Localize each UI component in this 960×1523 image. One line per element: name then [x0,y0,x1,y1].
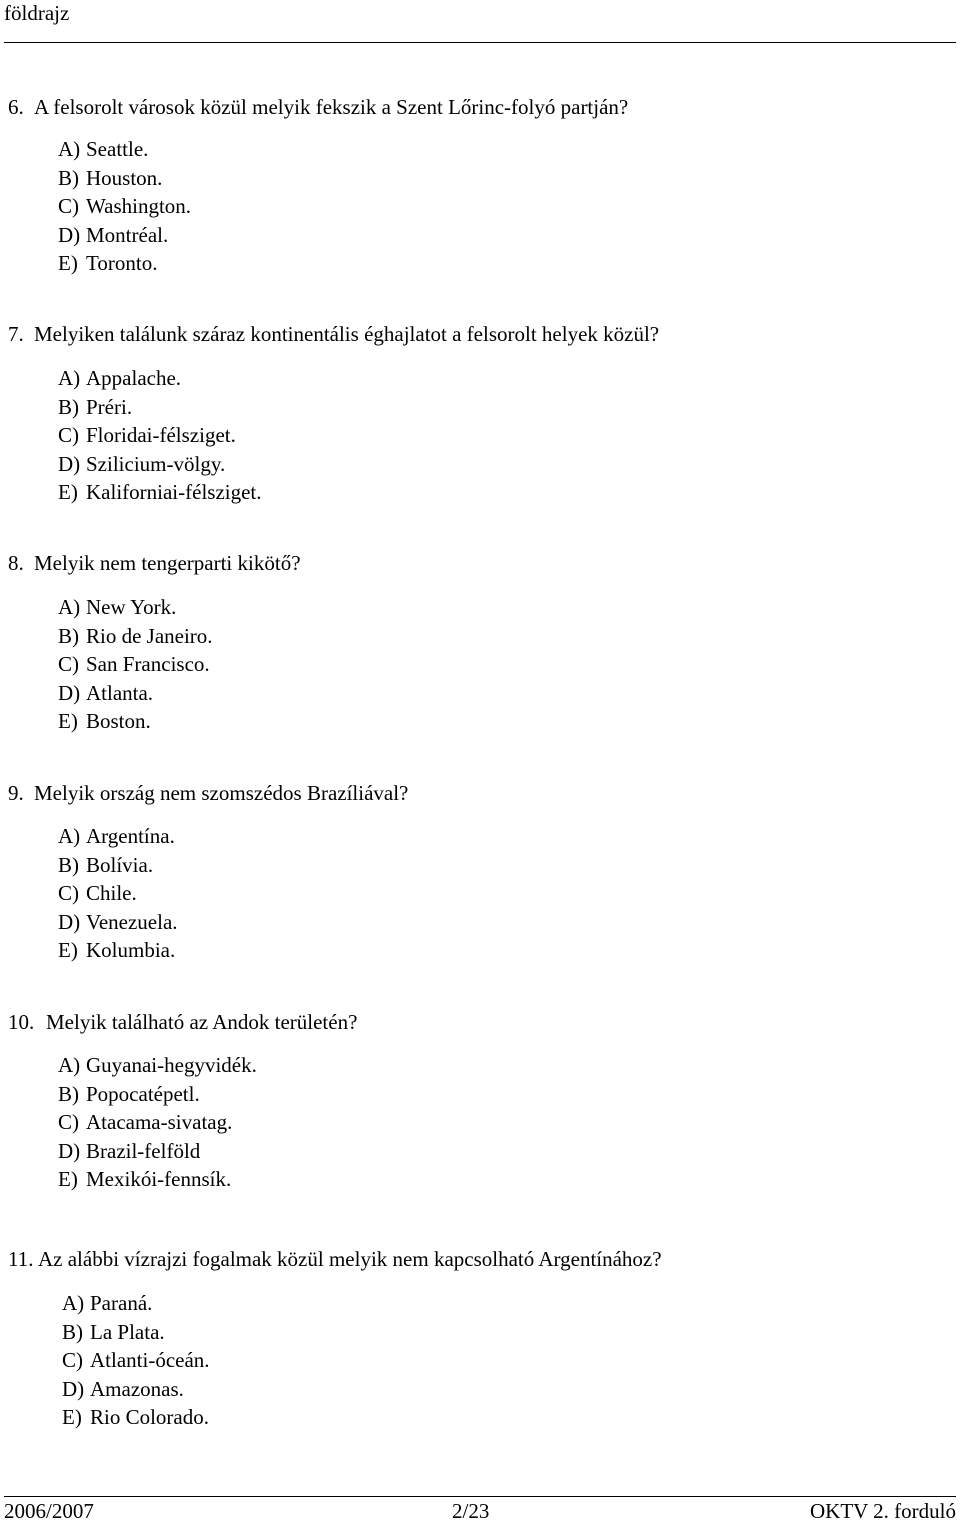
options-8 [58,593,213,736]
option-d: D) Szilicium-völgy. [58,451,226,476]
header-subject: földrajz [4,1,70,25]
option-c: C) Chile. [58,881,137,905]
options-10 [58,1051,257,1194]
option-e: E) Kaliforniai-félsziget. [58,480,262,504]
options-11 [62,1289,210,1432]
option-a: A) Paraná. [62,1291,153,1315]
question-text: Melyik ország nem szomszédos Brazíliával? [34,781,409,805]
option-d: D) Venezuela. [58,909,178,934]
footer-year: 2006/2007 [4,1499,94,1523]
option-b: B) Popocatépetl. [58,1081,200,1106]
option-d: D) Montréal. [58,222,169,247]
question-7 [8,321,659,347]
option-c: C) Atlanti-óceán. [62,1348,210,1372]
question-9 [8,780,408,806]
option-e: E) Toronto. [58,251,158,275]
option-a: A) Appalache. [58,366,182,390]
options-6 [58,135,191,278]
option-b: B) La Plata. [62,1319,165,1344]
option-d: D) Amazonas. [62,1376,184,1401]
option-a: A) Seattle. [58,137,149,161]
option-c: C) San Francisco. [58,652,210,676]
option-b: B) Rio de Janeiro. [58,623,213,648]
options-9 [58,822,178,965]
option-e: E) Boston. [58,709,151,733]
option-e: E) Mexikói-fennsík. [58,1167,232,1191]
option-c: C) Atacama-sivatag. [58,1110,233,1134]
question-number: 11. [8,1247,34,1271]
option-a: A) Guyanai-hegyvidék. [58,1053,257,1077]
option-b: B) Bolívia. [58,852,154,877]
question-number: 10. [8,1010,35,1034]
question-text: Melyiken találunk száraz kontinentális éghajlatot a felsorolt helyek közül? [34,322,660,346]
question-8 [8,550,301,576]
question-text: Melyik található az Andok területén? [46,1010,358,1034]
options-7 [58,364,262,507]
option-b: B) Houston. [58,165,163,190]
option-d: D) Brazil-felföld [58,1138,201,1163]
option-c: C) Washington. [58,194,192,218]
option-d: D) Atlanta. [58,680,154,705]
question-6 [8,94,628,120]
option-a: A) Argentína. [58,824,175,848]
option-b: B) Préri. [58,394,133,419]
question-number: 9. [8,781,24,805]
option-c: C) Floridai-félsziget. [58,423,236,447]
option-e: E) Kolumbia. [58,938,176,962]
footer-competition: OKTV 2. forduló [809,1499,956,1523]
header-divider [4,42,956,43]
question-11 [8,1246,662,1272]
option-a: A) New York. [58,595,177,619]
question-number: 6. [8,95,24,119]
footer-page-number: 2/23 [452,1499,490,1523]
footer-divider [4,1496,956,1497]
option-e: E) Rio Colorado. [62,1405,209,1429]
question-10 [8,1009,357,1035]
question-text: Az alábbi vízrajzi fogalmak közül melyik nem kapcsolható Argentínához? [38,1247,662,1271]
question-number: 7. [8,322,24,346]
question-text: Melyik nem tengerparti kikötő? [34,551,301,575]
question-number: 8. [8,551,24,575]
question-text: A felsorolt városok közül melyik fekszik a Szent Lőrinc-folyó partján? [34,95,629,119]
